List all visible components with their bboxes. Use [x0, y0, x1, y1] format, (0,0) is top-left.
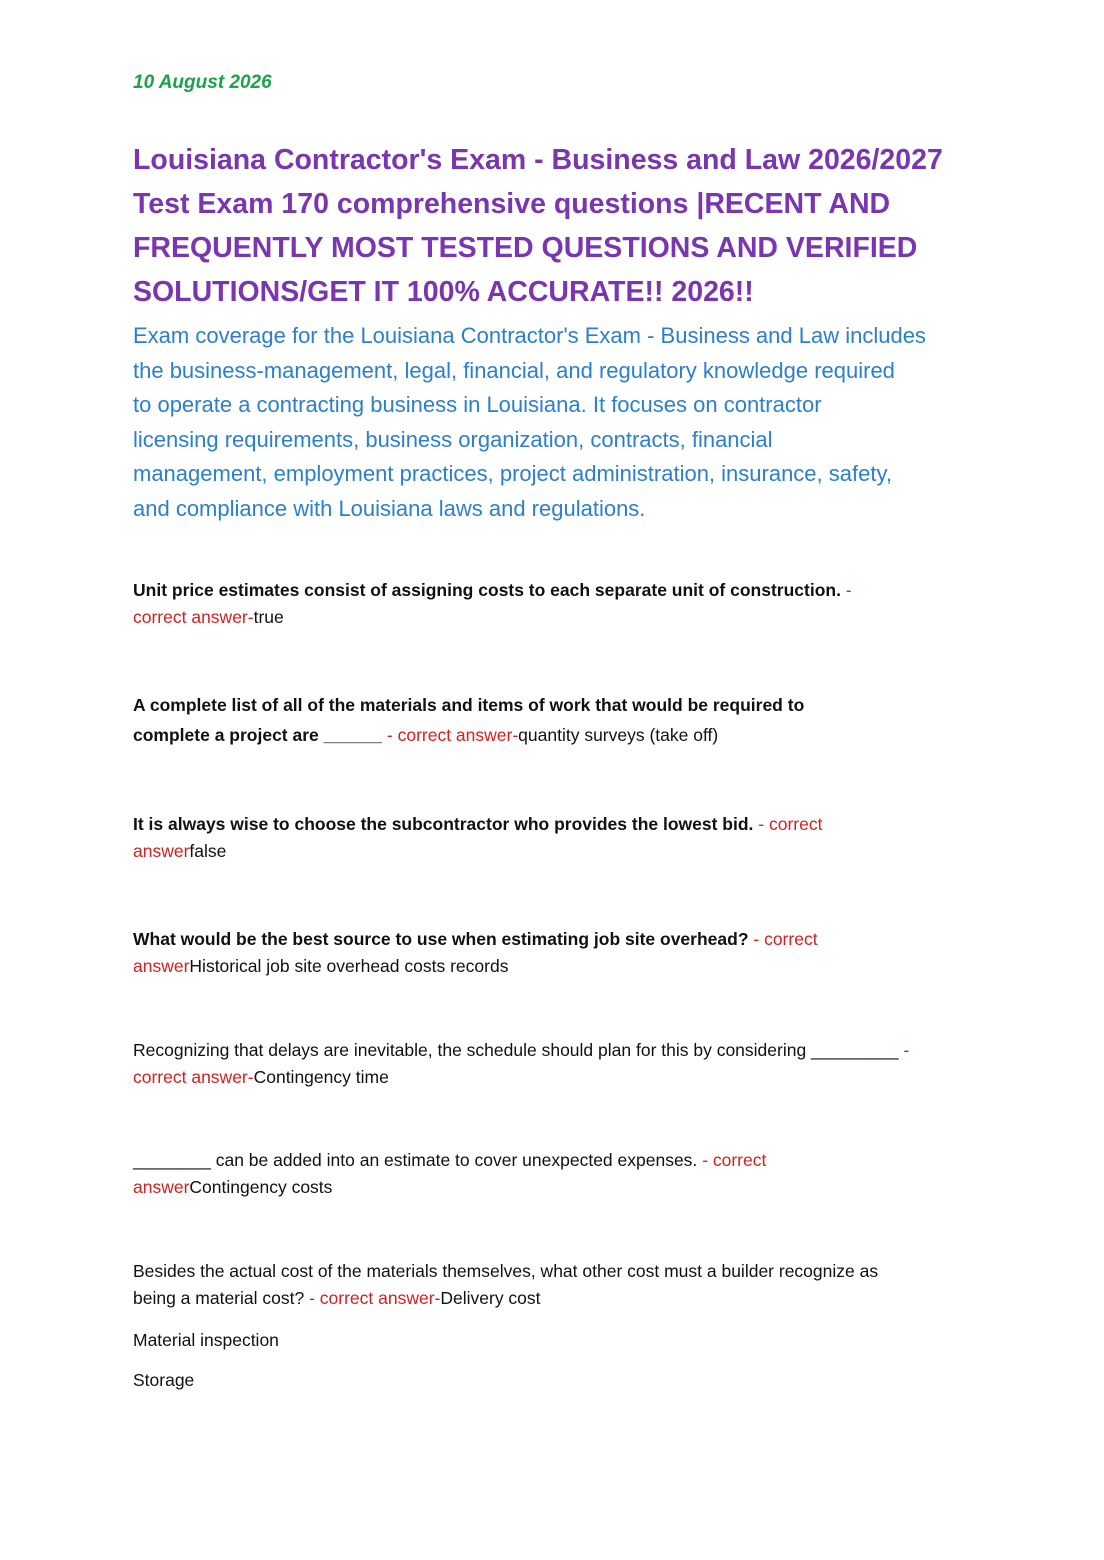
- question-text: What would be the best source to use when estimating job site overhead?: [133, 929, 749, 949]
- answer-label: answer: [133, 841, 190, 861]
- title-line: SOLUTIONS/GET IT 100% ACCURATE!! 2026!!: [133, 276, 754, 308]
- qa-item: [133, 1037, 983, 1091]
- question-text: It is always wise to choose the subcontractor who provides the lowest bid.: [133, 814, 754, 834]
- title-line: Louisiana Contractor's Exam - Business and Law 2026/2027: [133, 144, 943, 176]
- qa-item: [133, 926, 983, 980]
- qa-line: [133, 1258, 983, 1285]
- title-line: FREQUENTLY MOST TESTED QUESTIONS AND VERIFIED: [133, 232, 918, 264]
- qa-line: [133, 722, 983, 749]
- qa-line: [133, 577, 983, 604]
- intro-line: the business-management, legal, financial, and regulatory knowledge required: [133, 357, 895, 383]
- question-text: Recognizing that delays are inevitable, the schedule should plan for this by considering _________: [133, 1040, 899, 1060]
- answer-text: false: [189, 841, 227, 861]
- question-text: ________ can be added into an estimate to cover unexpected expenses.: [133, 1150, 698, 1170]
- qa-item: [133, 811, 983, 865]
- answer-label: - correct answer-: [304, 1288, 441, 1308]
- qa-line: [133, 838, 983, 865]
- answer-label: correct answer-: [133, 1067, 254, 1087]
- question-text: being a material cost?: [133, 1288, 305, 1308]
- qa-line: [133, 692, 983, 719]
- question-text: Unit price estimates consist of assigning costs to each separate unit of construction.: [133, 580, 841, 600]
- qa-item: [133, 692, 983, 749]
- answer-label: -: [840, 580, 852, 600]
- answer-label: - correct answer-: [382, 725, 519, 745]
- answer-text: quantity surveys (take off): [518, 725, 719, 745]
- intro-line: and compliance with Louisiana laws and regulations.: [133, 495, 646, 521]
- qa-item: [133, 1147, 983, 1201]
- answer-text: Contingency time: [253, 1067, 389, 1087]
- answer-continuation: Material inspection: [133, 1330, 279, 1350]
- answer-label: answer: [133, 956, 190, 976]
- qa-line: [133, 1285, 983, 1312]
- answer-label: - correct: [748, 929, 818, 949]
- question-text: Besides the actual cost of the materials themselves, what other cost must a builder recognize as: [133, 1261, 879, 1281]
- answer-label: - correct: [753, 814, 823, 834]
- answer-text: Contingency costs: [189, 1177, 333, 1197]
- intro-line: Exam coverage for the Louisiana Contractor's Exam - Business and Law includes: [133, 323, 926, 348]
- qa-line: [133, 953, 983, 980]
- qa-line: [133, 1037, 983, 1064]
- question-text: complete a project are ______: [133, 725, 383, 745]
- answer-continuation: Storage: [133, 1370, 195, 1390]
- qa-item: [133, 1258, 983, 1312]
- title-line: Test Exam 170 comprehensive questions |RECENT AND: [133, 188, 891, 220]
- answer-label: -: [898, 1040, 910, 1060]
- answer-text: Historical job site overhead costs records: [189, 956, 509, 976]
- answer-label: correct answer-: [133, 607, 254, 627]
- question-text: A complete list of all of the materials and items of work that would be required to: [133, 695, 805, 715]
- qa-item: [133, 577, 983, 631]
- intro-line: management, employment practices, project administration, insurance, safety,: [133, 461, 892, 486]
- qa-line: [133, 811, 983, 838]
- intro-line: licensing requirements, business organization, contracts, financial: [133, 426, 773, 452]
- qa-line: [133, 926, 983, 953]
- answer-text: true: [253, 607, 284, 627]
- qa-line: [133, 1064, 983, 1091]
- intro-paragraph: [133, 319, 993, 526]
- document-title: [133, 138, 993, 314]
- qa-line: [133, 1147, 983, 1174]
- intro-line: to operate a contracting business in Louisiana. It focuses on contractor: [133, 392, 822, 417]
- qa-line: [133, 1174, 983, 1201]
- answer-label: answer: [133, 1177, 190, 1197]
- answer-text: Delivery cost: [440, 1288, 541, 1308]
- qa-line: [133, 604, 983, 631]
- answer-label: - correct: [697, 1150, 767, 1170]
- document-date: 10 August 2026: [133, 72, 272, 93]
